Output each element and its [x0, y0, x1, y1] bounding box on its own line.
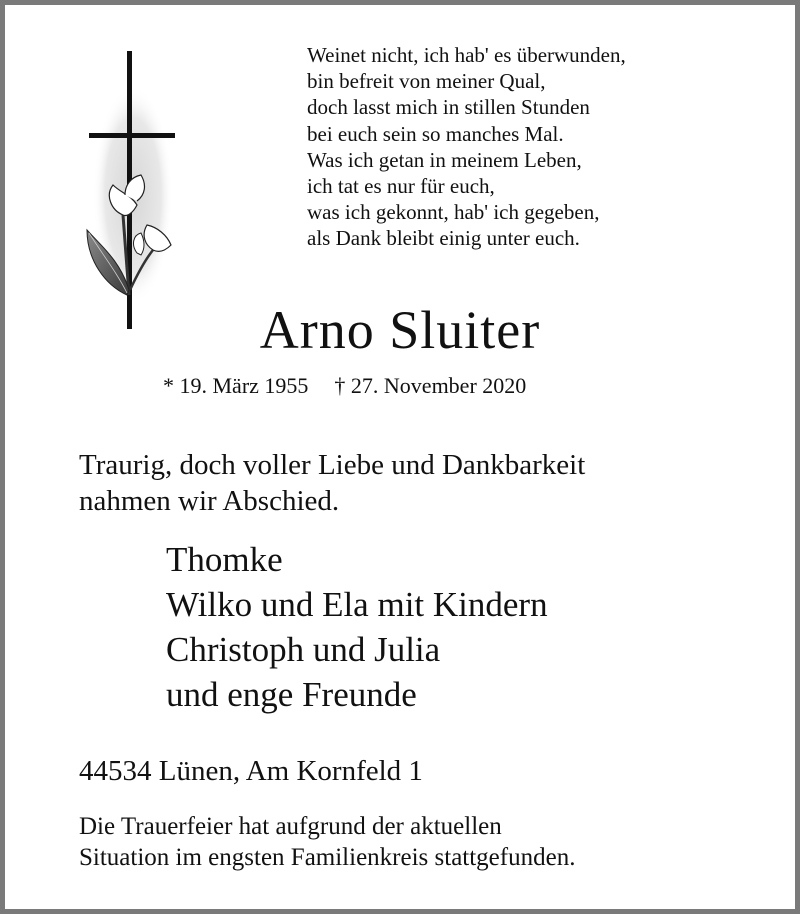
- poem-line: ich tat es nur für euch,: [307, 174, 495, 199]
- cross-with-lilies-icon: [75, 45, 195, 335]
- life-dates: [163, 372, 526, 400]
- farewell-line: nahmen wir Abschied.: [79, 485, 340, 517]
- funeral-notice: [79, 811, 779, 873]
- mourner: Wilko und Ela mit Kindern: [166, 585, 548, 624]
- mourner: Thomke: [166, 540, 283, 579]
- farewell-line: Traurig, doch voller Liebe und Dankbarkeit: [79, 449, 586, 481]
- poem-line: Was ich getan in meinem Leben,: [307, 147, 582, 172]
- poem-line: Weinet nicht, ich hab' es überwunden,: [307, 43, 626, 67]
- poem-line: als Dank bleibt einig unter euch.: [307, 226, 580, 251]
- birth-date: * 19. März 1955: [163, 373, 309, 398]
- poem-line: bei euch sein so manches Mal.: [307, 121, 564, 146]
- notice-line: Situation im engsten Familienkreis stattgefunden.: [79, 844, 576, 871]
- deceased-name: Arno Sluiter: [259, 300, 541, 360]
- notice-line: Die Trauerfeier hat aufgrund der aktuellen: [79, 813, 502, 840]
- address: 44534 Lünen, Am Kornfeld 1: [79, 755, 423, 787]
- poem-line: doch lasst mich in stillen Stunden: [307, 95, 590, 120]
- mourner: Christoph und Julia: [166, 630, 441, 669]
- poem-line: bin befreit von meiner Qual,: [307, 69, 546, 94]
- obituary-notice: [5, 5, 795, 909]
- mourner: und enge Freunde: [166, 675, 417, 714]
- farewell-message: [79, 447, 779, 519]
- poem-line: was ich gekonnt, hab' ich gegeben,: [307, 200, 600, 225]
- poem: [307, 42, 787, 252]
- death-date: † 27. November 2020: [334, 373, 527, 398]
- mourners-list: [166, 537, 766, 717]
